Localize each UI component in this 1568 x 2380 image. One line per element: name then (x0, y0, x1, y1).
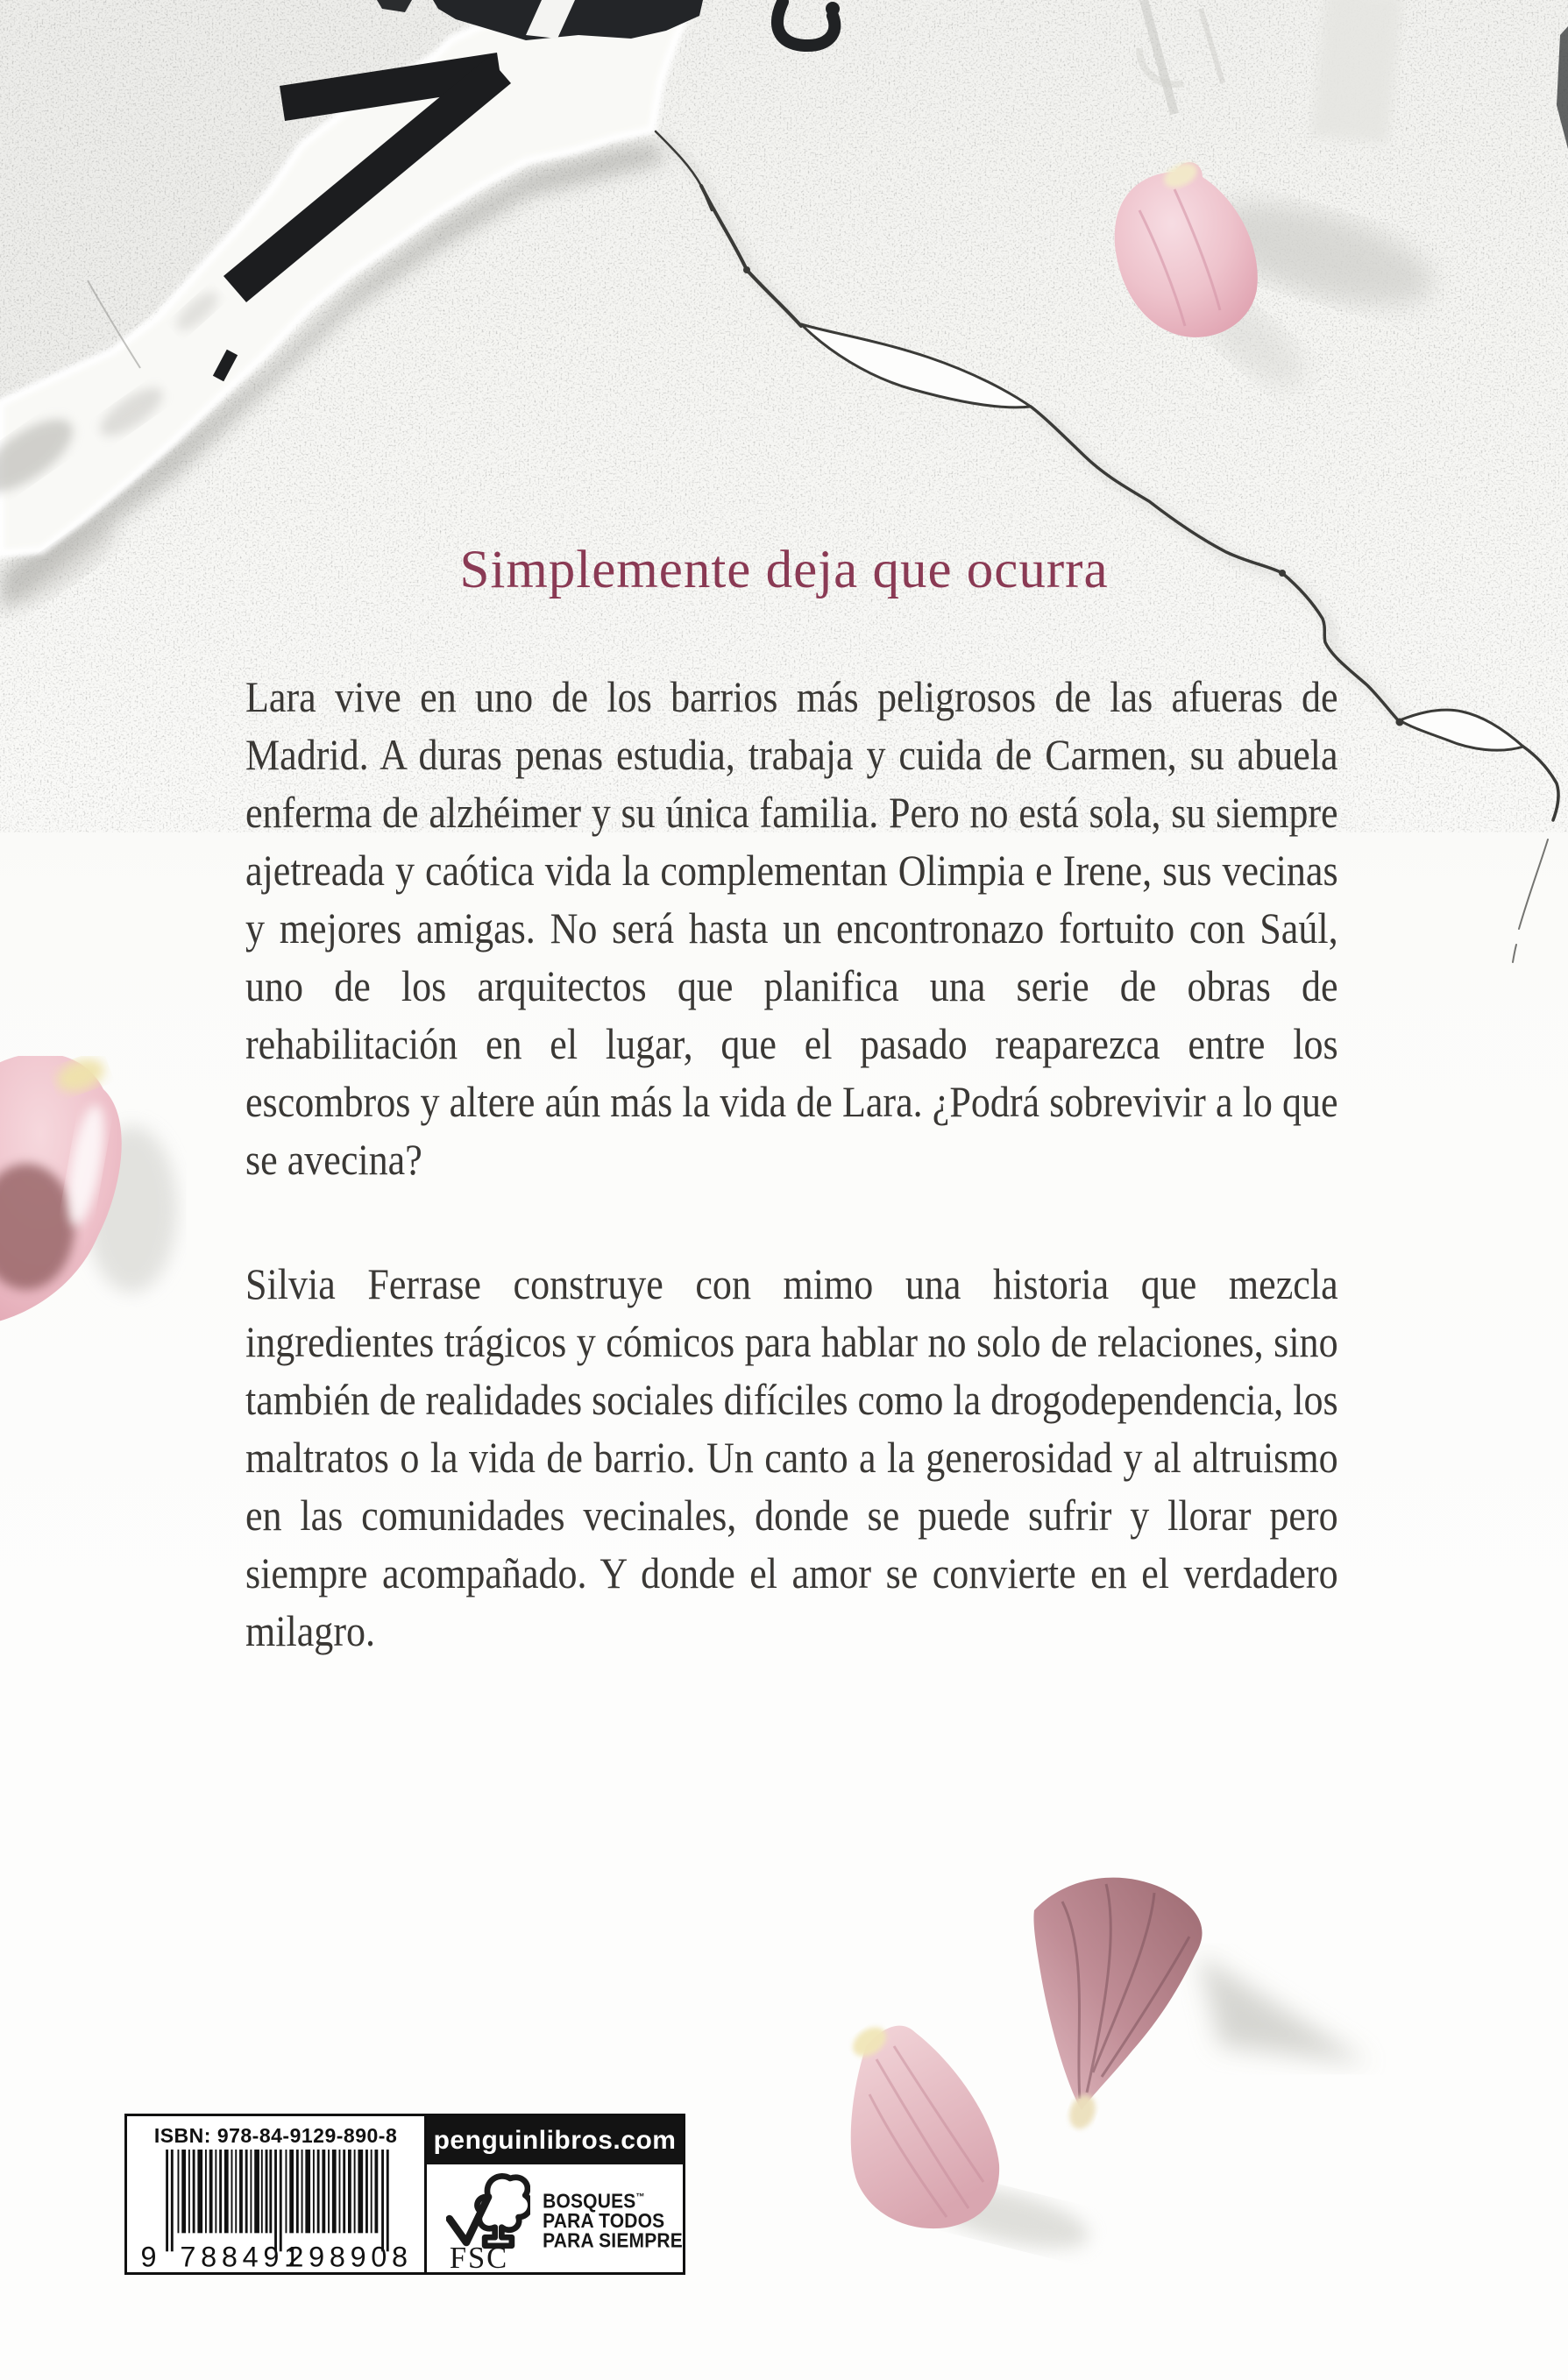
barcode-digit-lead: 9 (140, 2241, 157, 2273)
publisher-panel (427, 2116, 683, 2272)
fsc-tree-icon (446, 2169, 530, 2272)
faded-stripe (1311, 0, 1403, 144)
isbn-panel (127, 2116, 427, 2272)
fsc-label (427, 2164, 683, 2272)
barcode (131, 2150, 421, 2275)
barcode-digits-group1: 788491 (179, 2241, 305, 2273)
website-bar (427, 2116, 683, 2164)
fsc-claim-line1: BOSQUES (543, 2189, 636, 2213)
barcode-digits-group2: 298908 (287, 2241, 413, 2273)
rose-petal-light (848, 2021, 1095, 2261)
synopsis-paragraph-2: Silvia Ferrase construye con mimo una historia que mezcla ingredientes trágicos y cómicos para hablar no solo de relaciones, sino también de realidades sociales difíciles como la drogodependencia, los maltratos o la vida de barrio. Un canto a la generosidad y al altruismo en las comunidades vecinales, donde se puede sufrir y llorar pero siempre acompañado. Y donde el amor se convierte en el verdadero milagro. (245, 1259, 1338, 1655)
synopsis-paragraph-1: Lara vive en uno de los barrios más peligrosos de las afueras de Madrid. A duras penas estudia, trabaja y cuida de Carmen, su abuela enferma de alzhéimer y su única familia. Pero no está sola, su siempre ajetreada y caótica vida la complementan Olimpia e Irene, sus vecinas y mejores amigas. No será hasta un encontronazo fortuito con Saúl, uno de los arquitectos que planifica una serie de obras de rehabilitación en el lugar, que el pasado reaparezca entre los escombros y altere aún más la vida de Lara. ¿Podrá sobrevivir a lo que se avecina? (245, 672, 1338, 1184)
isbn-label: ISBN: 978-84-9129-890-8 (153, 2124, 398, 2147)
rose-petal-dark (1033, 1878, 1369, 2133)
tagline: Simplemente deja que ocurra (459, 541, 1109, 599)
fsc-claim (543, 2188, 683, 2251)
barcode-block (124, 2114, 685, 2275)
rose-petals-bottom (789, 1858, 1420, 2296)
fsc-claim-line2: PARA TODOS (543, 2209, 665, 2233)
rose-petal-left (0, 1056, 210, 1354)
fsc-claim-line3: PARA SIEMPRE (543, 2228, 683, 2252)
website-label: penguinlibros.com (433, 2125, 677, 2155)
tm-mark: ™ (635, 2192, 645, 2203)
fsc-acronym: FSC (449, 2241, 509, 2272)
synopsis (245, 668, 1338, 1660)
